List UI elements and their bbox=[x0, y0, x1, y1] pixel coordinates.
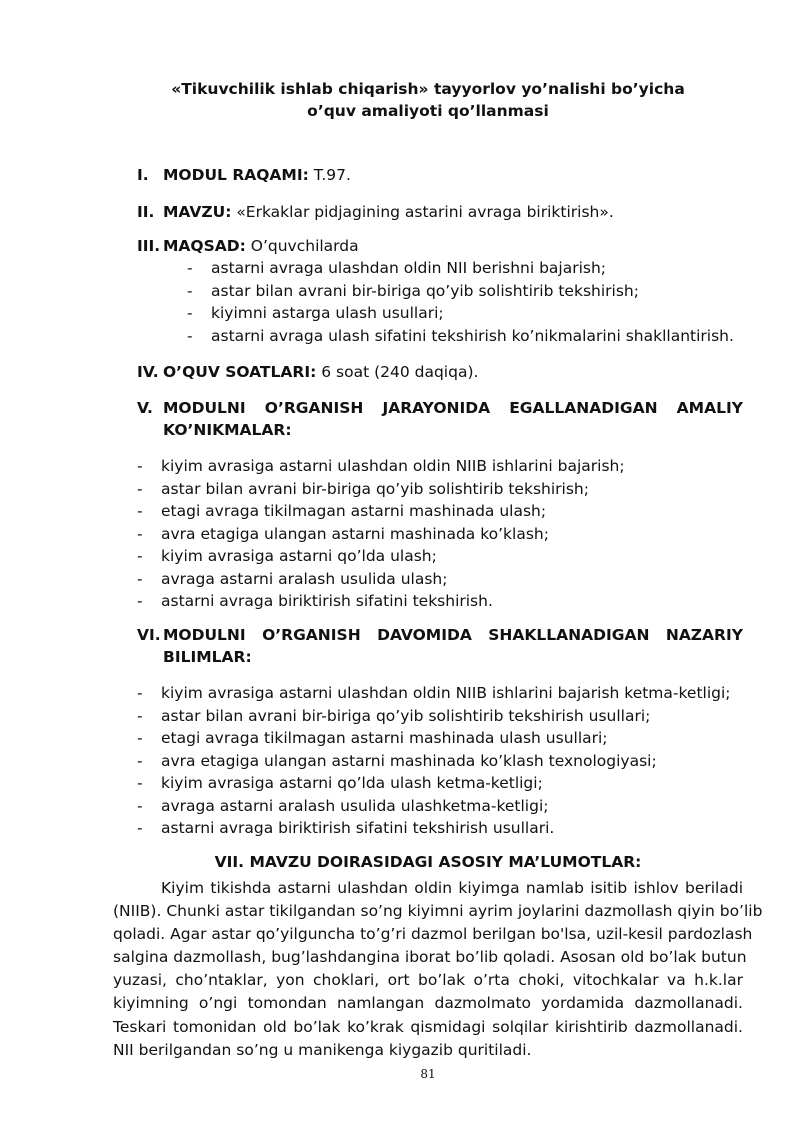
section-value: T.97. bbox=[308, 166, 351, 184]
list-item: - kiyim avrasiga astarni qo’lda ulash; bbox=[137, 547, 437, 565]
section-topic bbox=[137, 201, 743, 223]
list-item: - astarni avraga biriktirish sifatini tekshirish. bbox=[137, 592, 493, 610]
section-label: MAQSAD: bbox=[163, 237, 246, 255]
section-goal bbox=[137, 235, 743, 257]
list-item: - kiyim avrasiga astarni ulashdan oldin NIIB ishlarini bajarish ketma-ketligi; bbox=[137, 684, 731, 702]
list-item: - avra etagiga ulangan astarni mashinada ko’klash texnologiyasi; bbox=[137, 751, 657, 770]
main-info-paragraph bbox=[113, 877, 763, 1062]
section-label: MODUL RAQAMI: bbox=[163, 166, 309, 184]
skills-list bbox=[137, 455, 757, 613]
paragraph-line: kiyimning o’ngi tomondan namlangan dazmolmato yordamida dazmollanadi. bbox=[113, 994, 743, 1013]
list-item: - avraga astarni aralash usulida ulash; bbox=[137, 569, 448, 588]
section-heading-cont: BILIMLAR: bbox=[163, 648, 252, 666]
list-item: - astar bilan avrani bir-biriga qo’yib solishtirib tekshirish; bbox=[187, 281, 639, 300]
main-info-heading: VII. MAVZU DOIRASIDAGI ASOSIY MA’LUMOTLAR: bbox=[214, 853, 642, 871]
section-heading: MODULNI O’RGANISH DAVOMIDA SHAKLLANADIGAN NAZARIY bbox=[163, 626, 743, 644]
list-item: - etagi avraga tikilmagan astarni mashinada ulash; bbox=[137, 502, 547, 520]
section-number: I. bbox=[137, 166, 149, 184]
section-theoretical-knowledge bbox=[137, 624, 743, 668]
section-number: IV. bbox=[137, 363, 159, 381]
title-line-2: o’quv amaliyoti qo’llanmasi bbox=[307, 102, 549, 120]
paragraph-line: (NIIB). Chunki astar tikilgandan so’ng kiyimni ayrim joylarini dazmollash qiyin bo’lib bbox=[113, 902, 763, 921]
document-title bbox=[0, 78, 800, 122]
list-item: - astarni avraga biriktirish sifatini tekshirish usullari. bbox=[137, 819, 555, 837]
goal-list bbox=[187, 257, 734, 347]
section-value: O’quvchilarda bbox=[245, 237, 359, 255]
section-label: MAVZU: bbox=[163, 203, 232, 221]
section-heading-cont: KO’NIKMALAR: bbox=[163, 421, 292, 439]
list-item: - astarni avraga ulash sifatini tekshirish ko’nikmalarini shakllantirish. bbox=[187, 326, 734, 345]
paragraph-line: qoladi. Agar astar qo’yilguncha to’g’ri dazmol berilgan bo'lsa, uzil-kesil pardozlash bbox=[113, 925, 753, 944]
section-value: «Erkaklar pidjagining astarini avraga biriktirish». bbox=[231, 203, 614, 221]
paragraph-line: NII berilgandan so’ng u manikenga kiygazib quritiladi. bbox=[113, 1040, 532, 1059]
list-item: - kiyim avrasiga astarni ulashdan oldin NIIB ishlarini bajarish; bbox=[137, 457, 625, 475]
paragraph-line: yuzasi, cho’ntaklar, yon choklari, ort bo’lak o’rta choki, vitochkalar va h.k.lar bbox=[113, 971, 743, 990]
section-study-hours bbox=[137, 361, 743, 383]
paragraph-line: salgina dazmollash, bug’lashdangina iborat bo’lib qoladi. Asosan old bo’lak butun bbox=[113, 948, 747, 967]
knowledge-list bbox=[137, 682, 757, 840]
list-item: - etagi avraga tikilmagan astarni mashinada ulash usullari; bbox=[137, 729, 608, 747]
list-item: - astar bilan avrani bir-biriga qo’yib solishtirib tekshirish; bbox=[137, 479, 589, 498]
section-number: V. bbox=[137, 399, 153, 417]
list-item: - astarni avraga ulashdan oldin NII berishni bajarish; bbox=[187, 259, 607, 277]
section-practical-skills bbox=[137, 397, 743, 441]
page-number: 81 bbox=[420, 1067, 436, 1081]
section-number: VI. bbox=[137, 626, 161, 644]
paragraph-line: Kiyim tikishda astarni ulashdan oldin kiyimga namlab isitib ishlov beriladi bbox=[161, 879, 743, 897]
section-number: III. bbox=[137, 237, 161, 255]
section-number: II. bbox=[137, 203, 155, 221]
title-line-1: «Tikuvchilik ishlab chiqarish» tayyorlov yo’nalishi bo’yicha bbox=[171, 80, 685, 98]
section-label: O’QUV SOATLARI: bbox=[163, 363, 317, 381]
paragraph-line: Teskari tomonidan old bo’lak ko’krak qismidagi solqilar kirishtirib dazmollanadi. bbox=[113, 1017, 743, 1036]
list-item: - kiyim avrasiga astarni qo’lda ulash ketma-ketligi; bbox=[137, 774, 543, 792]
section-value: 6 soat (240 daqiqa). bbox=[316, 363, 479, 381]
list-item: - kiyimni astarga ulash usullari; bbox=[187, 304, 444, 322]
list-item: - avra etagiga ulangan astarni mashinada ko’klash; bbox=[137, 524, 549, 543]
list-item: - astar bilan avrani bir-biriga qo’yib solishtirib tekshirish usullari; bbox=[137, 706, 651, 725]
section-heading: MODULNI O’RGANISH JARAYONIDA EGALLANADIGAN AMALIY bbox=[163, 399, 743, 417]
section-module-number bbox=[137, 164, 743, 186]
list-item: - avraga astarni aralash usulida ulashketma-ketligi; bbox=[137, 796, 549, 815]
